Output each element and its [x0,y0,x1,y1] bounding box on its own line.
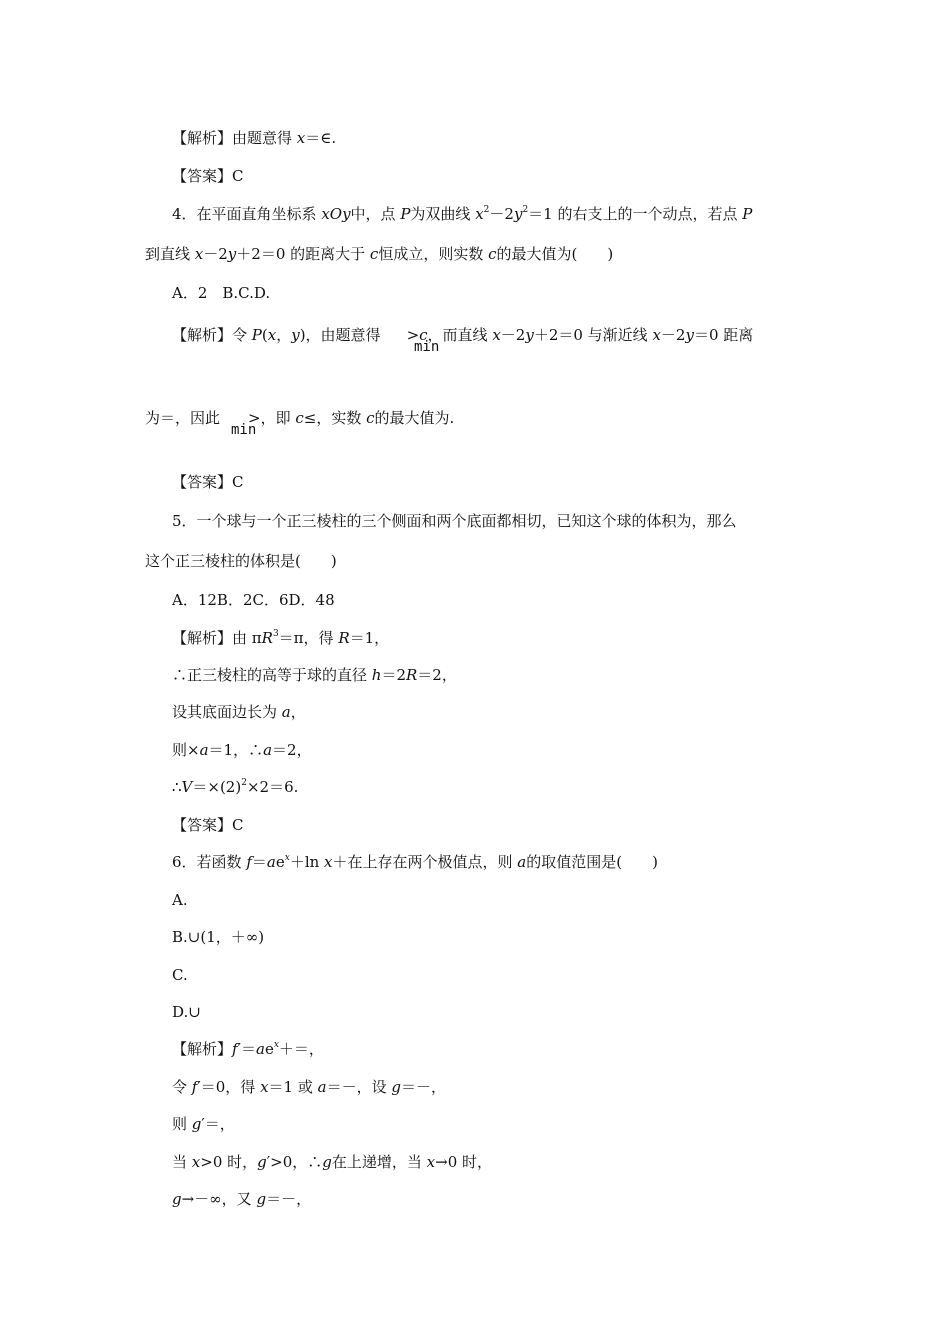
question-4-line2: 到直线 x－2y＋2＝0 的距离大于 c恒成立，则实数 c的最大值为( ) [145,245,614,263]
question-6-option-d: D.∪ [172,1003,201,1021]
analysis-q4-line2: 为＝，因此 >，即 c≤，实数 c的最大值为. [145,409,455,427]
question-4-line1: 4．在平面直角坐标系 xOy中，点 P为双曲线 $x^2-2y^2=1$ 的右支上的一个动点，若点 P [172,205,753,223]
question-5-line1: 5．一个球与一个正三棱柱的三个侧面和两个底面都相切，已知这个球的体积为，那么 [172,512,737,530]
question-5-line2: 这个正三棱柱的体积是( ) [145,552,337,570]
analysis-q5-line5: $\therefore V=\times(2)^2\times 2=6$. [172,778,299,796]
question-6-option-c: C. [172,966,188,984]
analysis-q6-line5: g→－∞，又 g＝－， [172,1190,312,1208]
analysis-q6-line2: 令 f′＝0，得 x＝1 或 a＝－，设 g＝－， [172,1078,446,1096]
analysis-q5-line1: 【解析】由 $\pi R^3=\pi$，得 R＝1， [172,629,390,647]
analysis-q5-line3: 设其底面边长为 a， [172,703,306,721]
answer-q4: 【答案】C [172,473,244,491]
question-6: 6．若函数 $f=ae^x+\ln$ x＋在上存在两个极值点，则 a的取值范围是( ) [172,853,658,871]
analysis-q5-line4: 则×a＝1，∴a＝2， [172,741,312,759]
question-6-option-a: A. [172,891,188,909]
min-subscript: min [231,422,257,438]
question-4-options: A．2 B.C.D. [172,284,271,302]
answer-q3: 【答案】C [172,167,244,185]
analysis-q3: 【解析】由题意得 x＝∈. [172,129,337,147]
min-subscript: min [414,339,440,355]
analysis-q6-line1: 【解析】$f'=ae^x+=$， [172,1040,324,1058]
analysis-q6-line4: 当 x>0 时，g′>0，∴g在上递增，当 x→0 时， [172,1153,493,1171]
analysis-q5-line2: ∴正三棱柱的高等于球的直径 h＝2R＝2， [172,666,457,684]
analysis-q6-line3: 则 g′＝， [172,1115,235,1133]
answer-q5: 【答案】C [172,816,244,834]
question-6-option-b: B.∪(1，＋∞) [172,928,265,946]
question-5-options: A．12B．2C．6D．48 [172,591,335,609]
analysis-q4-line1: 【解析】令 P(x，y)，由题意得 >c，而直线 x－2y＋2＝0 与渐近线 x－2y＝0 距离 [172,326,754,344]
